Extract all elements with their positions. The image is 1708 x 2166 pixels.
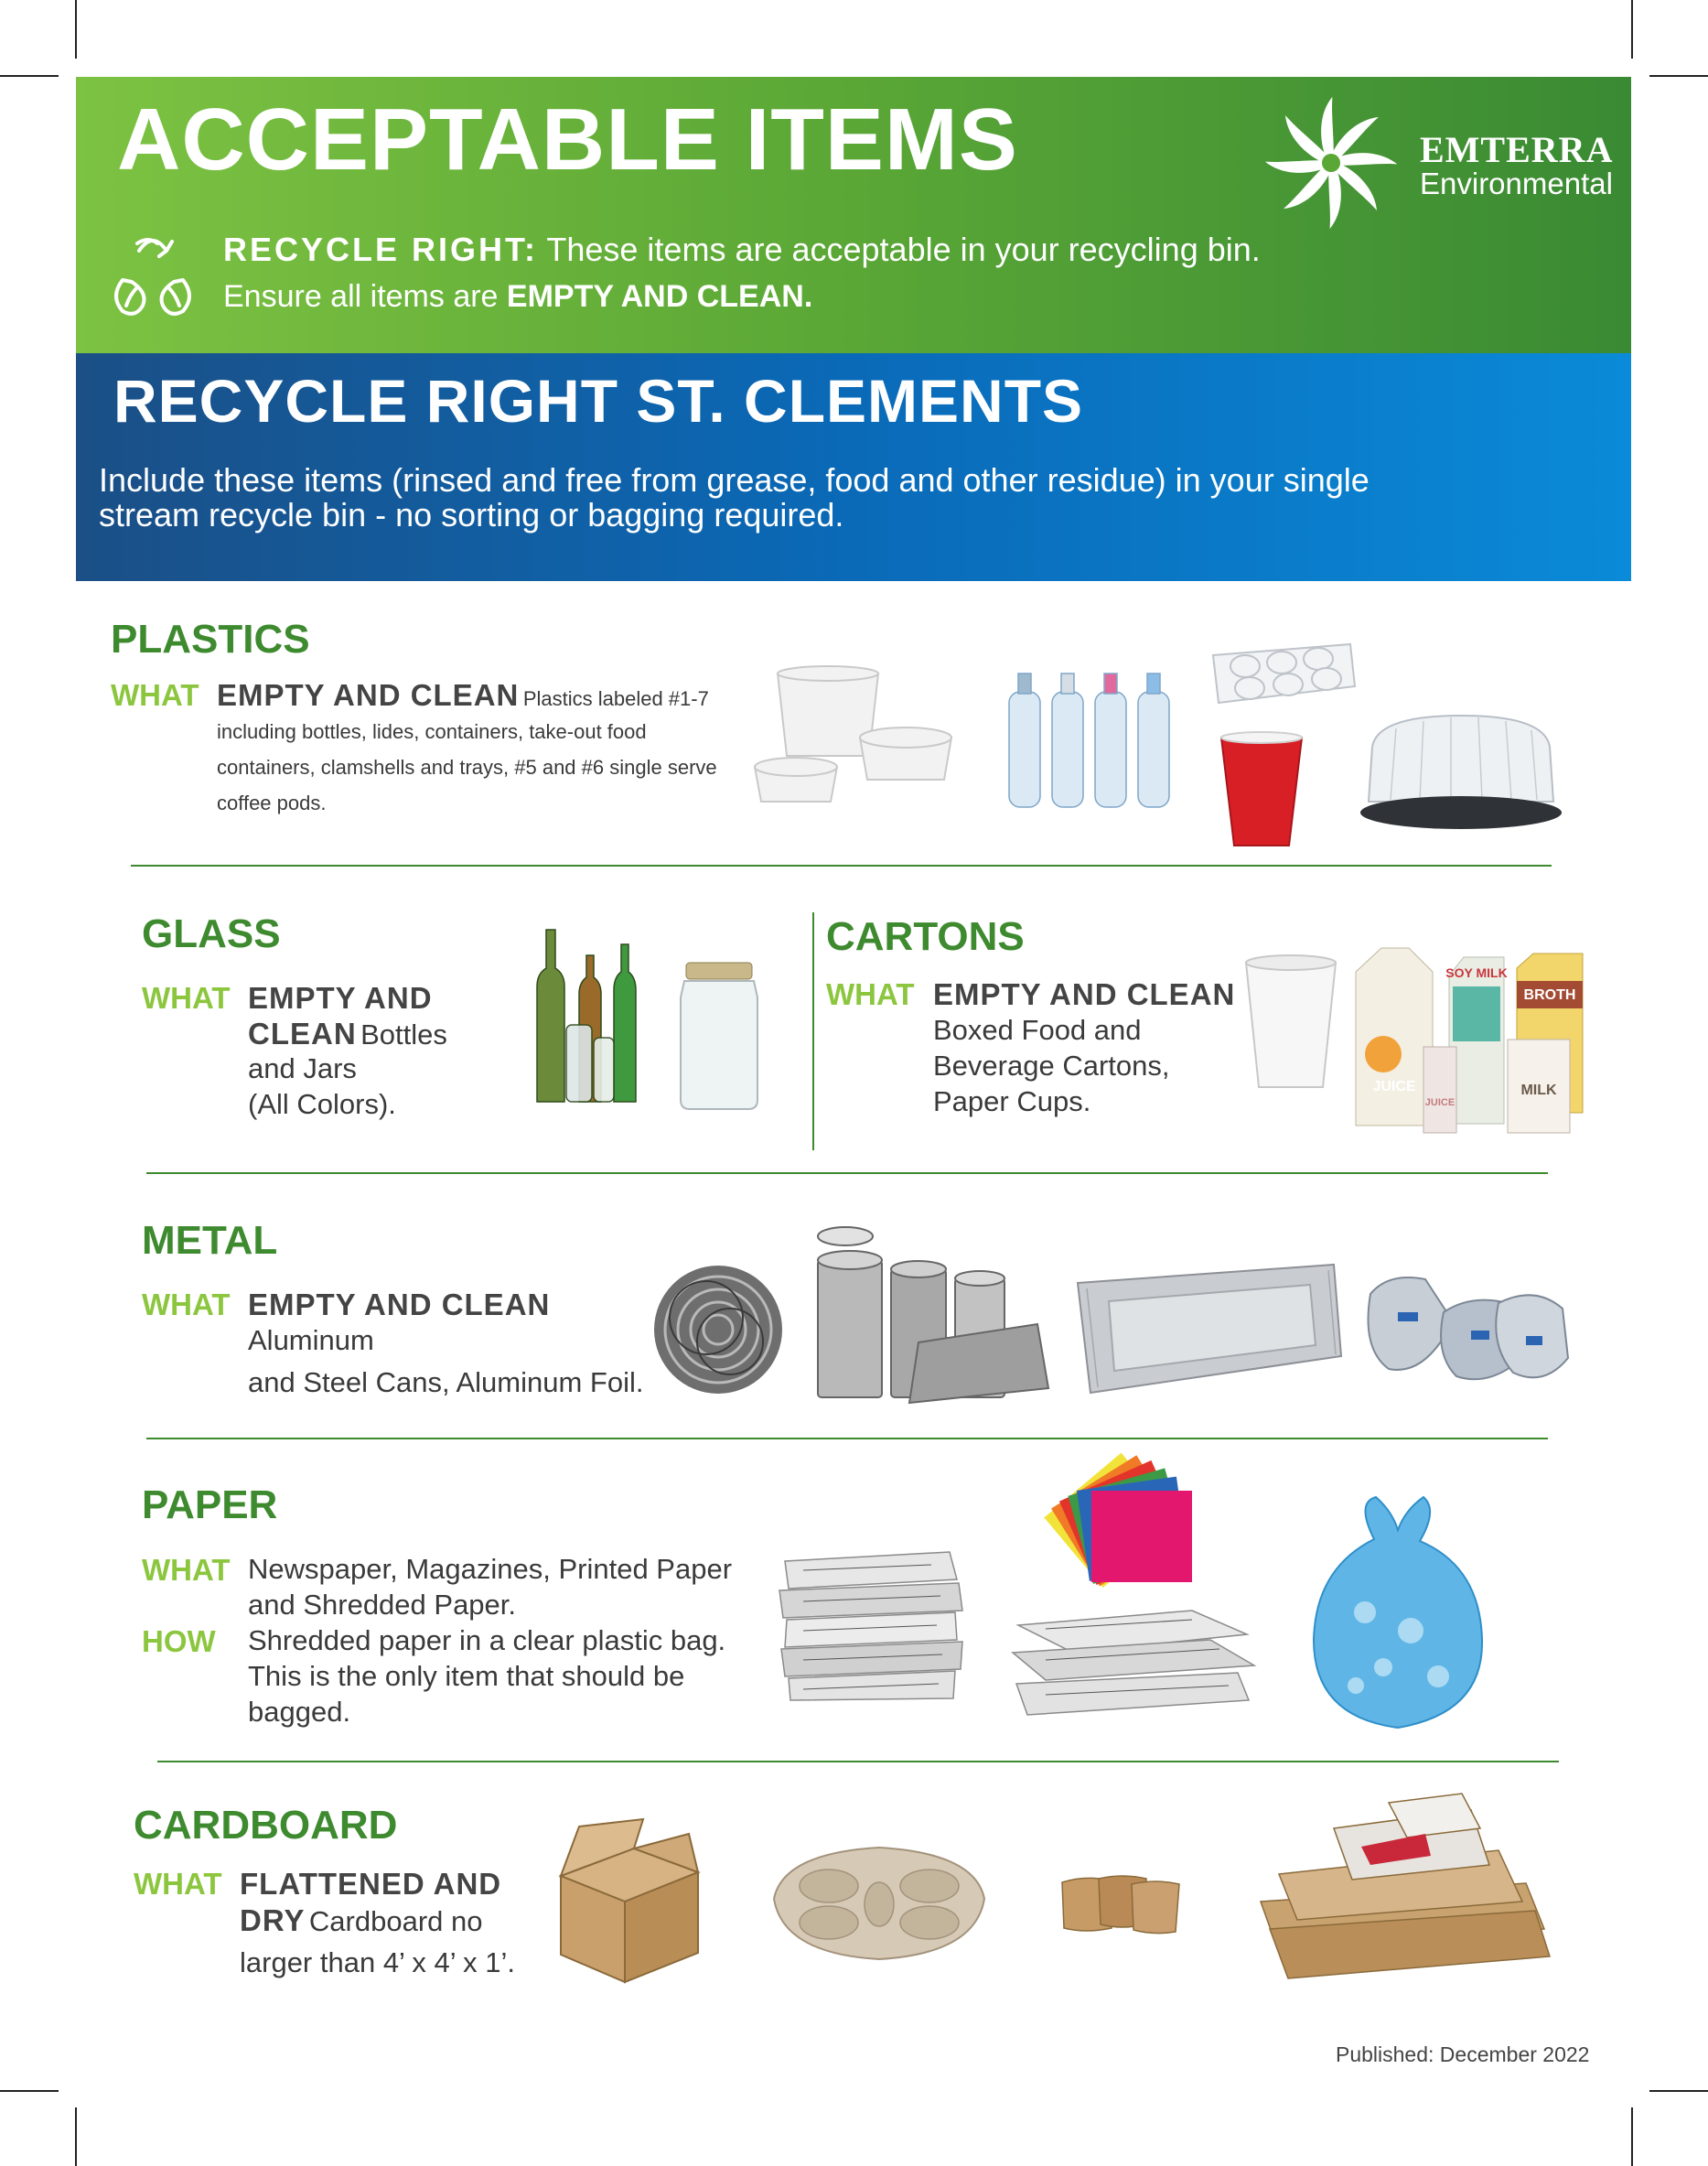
paper-what-label: WHAT — [142, 1553, 231, 1587]
vertical-divider — [812, 912, 814, 1150]
banner-description: Include these items (rinsed and free from grease, food and other residue) in your single stream recycle bin - no sorting or bagging required. — [99, 461, 1370, 533]
carton-label-soy-milk: SOY MILK — [1445, 965, 1508, 980]
crop-mark — [1631, 2107, 1633, 2166]
carton-label-milk: MILK — [1520, 1083, 1557, 1098]
logo-sub: Environmental — [1420, 167, 1613, 200]
plastics-what-label: WHAT — [111, 678, 199, 712]
tin-cans-image — [809, 1223, 1056, 1406]
crop-mark — [1649, 2090, 1708, 2092]
cardboard-line3: larger than 4’ x 4’ x 1’. — [240, 1946, 515, 1978]
glass-what-label: WHAT — [142, 981, 231, 1015]
glass-bottles-image — [526, 922, 654, 1105]
divider — [131, 865, 1552, 867]
plastics-line4: coffee pods. — [217, 792, 327, 814]
flattened-cardboard-image — [1251, 1792, 1553, 1984]
cartons-image — [1354, 944, 1588, 1135]
cartons-line4: Paper Cups. — [933, 1085, 1091, 1117]
glass-jar-image — [677, 961, 761, 1111]
cartons-line3: Beverage Cartons, — [933, 1050, 1170, 1082]
paper-title: PAPER — [142, 1482, 278, 1527]
divider — [146, 1438, 1548, 1439]
glass-line4: (All Colors). — [248, 1088, 396, 1120]
cardboard-bold2: DRY — [240, 1903, 306, 1937]
plastics-bold: EMPTY AND CLEAN — [217, 678, 520, 712]
crop-mark — [1631, 0, 1633, 59]
paper-what1: Newspaper, Magazines, Printed Paper — [248, 1553, 733, 1585]
ensure-line — [223, 279, 812, 315]
plastics-title: PLASTICS — [111, 617, 310, 662]
recycle-right-label: RECYCLE RIGHT: — [223, 231, 539, 268]
cartons-line2: Boxed Food and — [933, 1014, 1142, 1046]
crop-mark — [0, 2090, 59, 2092]
glass-bold1: EMPTY AND — [248, 981, 433, 1015]
glass-line2 — [248, 1017, 447, 1052]
crop-mark — [75, 0, 77, 59]
cartons-what-label: WHAT — [826, 977, 915, 1011]
carton-label-juice: JUICE — [1372, 1079, 1416, 1094]
paper-how1: Shredded paper in a clear plastic bag. — [248, 1624, 726, 1656]
cardboard-box-image — [552, 1821, 707, 1986]
glass-line2-rest: Bottles — [360, 1018, 447, 1051]
paper-how3: bagged. — [248, 1696, 351, 1728]
metal-line3: and Steel Cans, Aluminum Foil. — [248, 1366, 644, 1398]
cartons-title: CARTONS — [826, 914, 1025, 959]
recycle-right-text: These items are acceptable in your recycling bin. — [546, 231, 1261, 268]
newspaper-stack-image — [776, 1543, 966, 1702]
divider — [146, 1172, 1548, 1174]
paper-how2: This is the only item that should be — [248, 1660, 685, 1692]
metal-bold: EMPTY AND CLEAN — [248, 1288, 551, 1321]
cardboard-line2 — [240, 1903, 482, 1939]
paper-cup-image — [1242, 954, 1339, 1091]
glass-title: GLASS — [142, 911, 281, 956]
plastic-containers-image — [750, 664, 961, 809]
ensure-bold: EMPTY AND CLEAN. — [506, 279, 813, 314]
recycle-right-line — [223, 231, 1261, 269]
carton-label-broth: BROTH — [1523, 987, 1576, 1003]
paper-how-label: HOW — [142, 1624, 216, 1658]
page-title: ACCEPTABLE ITEMS — [117, 91, 1018, 189]
plastic-bottles-image — [1002, 672, 1176, 811]
plastics-line1: Plastics labeled #1-7 — [522, 687, 709, 710]
divider — [157, 1761, 1559, 1762]
glass-line3: and Jars — [248, 1052, 357, 1084]
cardboard-what-label: WHAT — [134, 1867, 222, 1901]
clamshell-image — [1204, 619, 1359, 714]
logo-name: EMTERRA — [1420, 129, 1614, 170]
banner-title: RECYCLE RIGHT ST. CLEMENTS — [113, 367, 1084, 435]
glass-bold2: CLEAN — [248, 1017, 357, 1051]
cartons-bold: EMPTY AND CLEAN — [933, 977, 1236, 1011]
red-cup-image — [1218, 732, 1305, 849]
metal-what-label: WHAT — [142, 1288, 231, 1321]
cardboard-bold1: FLATTENED AND — [240, 1867, 502, 1901]
crop-mark — [75, 2107, 77, 2166]
paper-what2: and Shredded Paper. — [248, 1589, 517, 1621]
crop-mark — [1649, 75, 1708, 77]
newspapers-flat-image — [1009, 1607, 1258, 1719]
plastics-what-line1 — [217, 678, 709, 717]
cup-carrier-image — [765, 1835, 994, 1967]
cardboard-title: CARDBOARD — [134, 1803, 398, 1848]
carton-label-juice-small: JUICE — [1424, 1097, 1456, 1108]
crushed-cans-image — [1361, 1266, 1572, 1389]
metal-title: METAL — [142, 1218, 278, 1263]
ensure-text: Ensure all items are — [223, 279, 499, 314]
plastics-line3: containers, clamshells and trays, #5 and #6 single serve — [217, 756, 717, 779]
plastics-line2: including bottles, lides, containers, take-out food — [217, 720, 647, 743]
recycle-icon — [102, 223, 203, 324]
emterra-logo-icon — [1267, 99, 1395, 227]
cardboard-line2-rest: Cardboard no — [308, 1905, 483, 1937]
shredded-paper-bag-image — [1310, 1493, 1486, 1731]
metal-line2: Aluminum — [248, 1324, 374, 1356]
cup-sleeves-image — [1058, 1871, 1183, 1935]
foil-tray-image — [1072, 1255, 1347, 1402]
crop-mark — [0, 75, 59, 77]
colored-paper-image — [1049, 1463, 1196, 1584]
published-date: Published: December 2022 — [1336, 2042, 1590, 2066]
steel-wool-image — [651, 1261, 785, 1398]
cake-container-image — [1359, 710, 1563, 833]
